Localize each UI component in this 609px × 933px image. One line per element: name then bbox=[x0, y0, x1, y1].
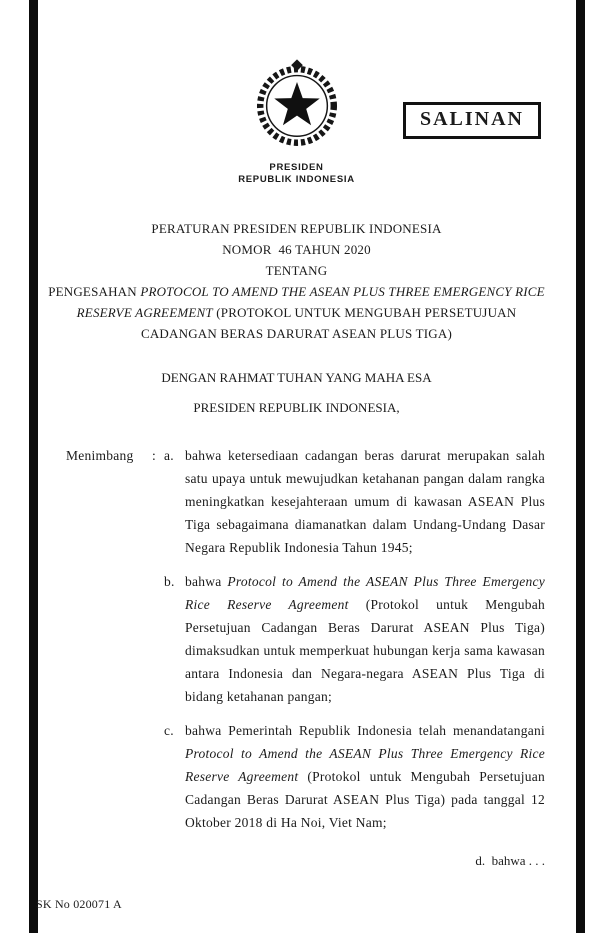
item-text-run: (Protokol untuk Mengubah Persetujuan Cadangan Beras Darurat ASEAN Plus Tiga) pada tanggal 12 Oktober 2018 di Ha Noi, Viet Nam; bbox=[185, 769, 545, 830]
letterhead bbox=[48, 162, 545, 186]
item-text bbox=[185, 719, 545, 834]
salinan-label: SALINAN bbox=[419, 108, 524, 130]
title-subject-pengesahan: PENGESAHAN bbox=[48, 284, 141, 299]
item-text-run: bahwa Pemerintah Republik Indonesia telah menandatangani bbox=[185, 723, 545, 738]
catchword-next-item: d. bahwa . . . bbox=[475, 853, 545, 868]
letterhead-presiden: PRESIDEN bbox=[269, 162, 324, 173]
considering-label-spacer bbox=[66, 570, 152, 708]
scan-edge-right bbox=[576, 0, 585, 933]
item-text-run: (Protokol untuk Mengubah Persetujuan Cadangan Beras Darurat ASEAN Plus Tiga) dimaksudkan untuk memperkuat hubungan kerja sama kawasan antara Indonesia dan Negara-negara ASEAN Plus Tiga di bidang ketahanan pangan; bbox=[185, 597, 545, 704]
considering-item-b bbox=[48, 570, 545, 708]
item-text-run-italic: Protocol to Amend the ASEAN Plus Three Emergency Rice Reserve Agreement bbox=[185, 746, 545, 784]
considering-separator-spacer bbox=[152, 570, 164, 708]
item-letter: a. bbox=[164, 448, 174, 463]
item-text bbox=[185, 570, 545, 708]
letterhead-republik-indonesia: REPUBLIK INDONESIA bbox=[238, 174, 355, 185]
authority-line: PRESIDEN REPUBLIK INDONESIA, bbox=[193, 400, 400, 415]
title-subject-protokol: (PROTOKOL UNTUK MENGUBAH PERSETUJUAN CADANGAN BERAS DARURAT ASEAN PLUS TIGA) bbox=[140, 305, 517, 341]
title-subject-protocol-italic: PROTOCOL TO AMEND THE ASEAN PLUS THREE EMERGENCY RICE RESERVE AGREEMENT bbox=[76, 284, 545, 320]
considering-item-a bbox=[48, 444, 545, 559]
document-body bbox=[48, 0, 545, 834]
item-letter: b. bbox=[164, 574, 175, 589]
regulation-title bbox=[48, 218, 545, 344]
scan-edge-left bbox=[29, 0, 38, 933]
considering-label: Menimbang bbox=[66, 448, 134, 463]
sk-number: SK No 020071 A bbox=[36, 897, 122, 911]
invocation-line: DENGAN RAHMAT TUHAN YANG MAHA ESA bbox=[161, 370, 432, 385]
presidential-emblem bbox=[48, 58, 545, 157]
item-letter: c. bbox=[164, 723, 174, 738]
considering-section bbox=[48, 444, 545, 834]
considering-separator-spacer bbox=[152, 719, 164, 834]
star-wreath-seal-icon bbox=[251, 58, 343, 152]
item-text-run: bahwa bbox=[185, 574, 228, 589]
item-text bbox=[185, 444, 545, 559]
title-line-tentang: TENTANG bbox=[265, 263, 328, 278]
item-text-run: bahwa ketersediaan cadangan beras darurat merupakan salah satu upaya untuk mewujudkan ketahanan pangan dalam rangka meningkatkan kesejahteraan umum di kawasan ASEAN Plus Tiga sebagaimana diamanatkan dalam Undang-Undang Dasar Negara Republik Indonesia Tahun 1945; bbox=[185, 448, 545, 555]
considering-separator: : bbox=[152, 448, 157, 463]
considering-label-spacer bbox=[66, 719, 152, 834]
title-line-nomor: NOMOR 46 TAHUN 2020 bbox=[222, 242, 371, 257]
item-text-run-italic: Protocol to Amend the ASEAN Plus Three Emergency Rice Reserve Agreement bbox=[185, 574, 545, 612]
title-subject bbox=[48, 281, 545, 344]
considering-item-c bbox=[48, 719, 545, 834]
title-line-peraturan: PERATURAN PRESIDEN REPUBLIK INDONESIA bbox=[151, 221, 442, 236]
